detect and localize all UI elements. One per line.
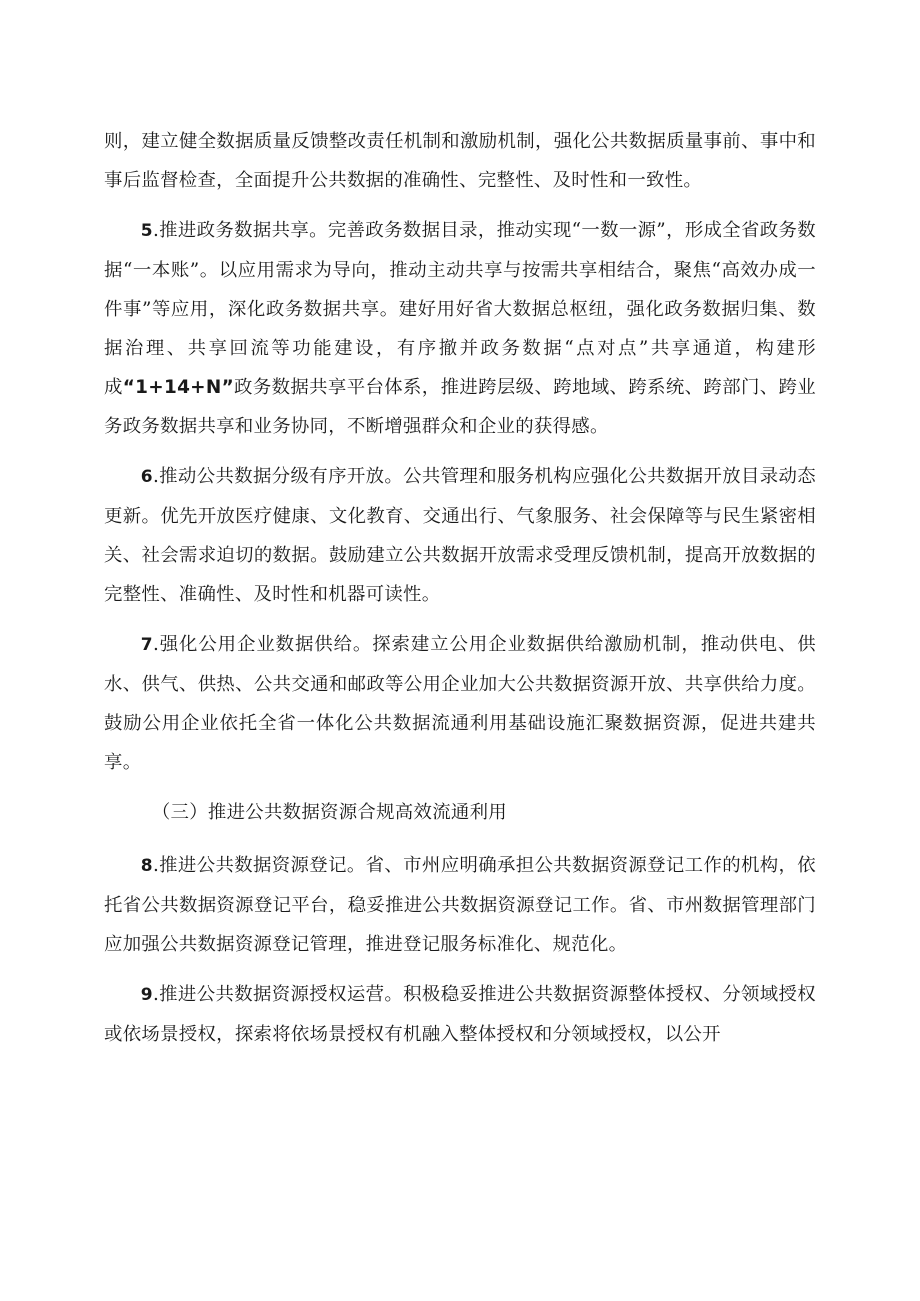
paragraph-continued xyxy=(104,122,816,200)
item-number: 9 xyxy=(140,985,153,1005)
paragraph-item-7 xyxy=(104,625,816,782)
paragraph-text: .推进政务数据共享。完善政务数据目录，推动实现“一数一源”，形成全省政务数据“一本账”。以应用需求为导向，推动主动共享与按需共享相结合，聚焦“高效办成一件事”等应用，深化政务数据共享。建好用好省大数据总枢纽，强化政务数据归集、数据治理、共享回流等功能建设，有序撤并政务数据“点对点”共享通道，构建形成 xyxy=(104,220,816,398)
item-number: 8 xyxy=(140,856,153,876)
paragraph-text: .推进公共数据资源登记。省、市州应明确承担公共数据资源登记工作的机构，依托省公共数据资源登记平台，稳妥推进公共数据资源登记工作。省、市州数据管理部门应加强公共数据资源登记管理，推进登记服务标准化、规范化。 xyxy=(104,855,816,955)
item-number: 6 xyxy=(140,467,153,487)
item-number: 5 xyxy=(140,221,153,241)
paragraph-item-9 xyxy=(104,975,816,1054)
item-number: 7 xyxy=(140,635,153,655)
paragraph-item-5 xyxy=(104,211,816,446)
platform-system-label: “1+14+N” xyxy=(122,377,234,398)
paragraph-text: .推动公共数据分级有序开放。公共管理和服务机构应强化公共数据开放目录动态更新。优先开放医疗健康、文化教育、交通出行、气象服务、社会保障等与民生紧密相关、社会需求迫切的数据。鼓励建立公共数据开放需求受理反馈机制，提高开放数据的完整性、准确性、及时性和机器可读性。 xyxy=(104,466,816,605)
paragraph-text: .强化公用企业数据供给。探索建立公用企业数据供给激励机制，推动供电、供水、供气、供热、公共交通和邮政等公用企业加大公共数据资源开放、共享供给力度。鼓励公用企业依托全省一体化公共数据流通利用基础设施汇聚数据资源，促进共建共享。 xyxy=(104,634,816,773)
paragraph-item-6 xyxy=(104,457,816,614)
paragraph-item-8 xyxy=(104,846,816,964)
section-heading-text: （三）推进公共数据资源合规高效流通利用 xyxy=(151,802,507,823)
paragraph-text: .推进公共数据资源授权运营。积极稳妥推进公共数据资源整体授权、分领域授权或依场景授权，探索将依场景授权有机融入整体授权和分领域授权，以公开 xyxy=(104,984,816,1045)
paragraph-text: 则，建立健全数据质量反馈整改责任机制和激励机制，强化公共数据质量事前、事中和事后监督检查，全面提升公共数据的准确性、完整性、及时性和一致性。 xyxy=(104,131,816,191)
section-heading xyxy=(104,793,816,832)
paragraph-text: 政务数据共享平台体系，推进跨层级、跨地域、跨系统、跨部门、跨业务政务数据共享和业务协同，不断增强群众和企业的获得感。 xyxy=(104,377,816,437)
